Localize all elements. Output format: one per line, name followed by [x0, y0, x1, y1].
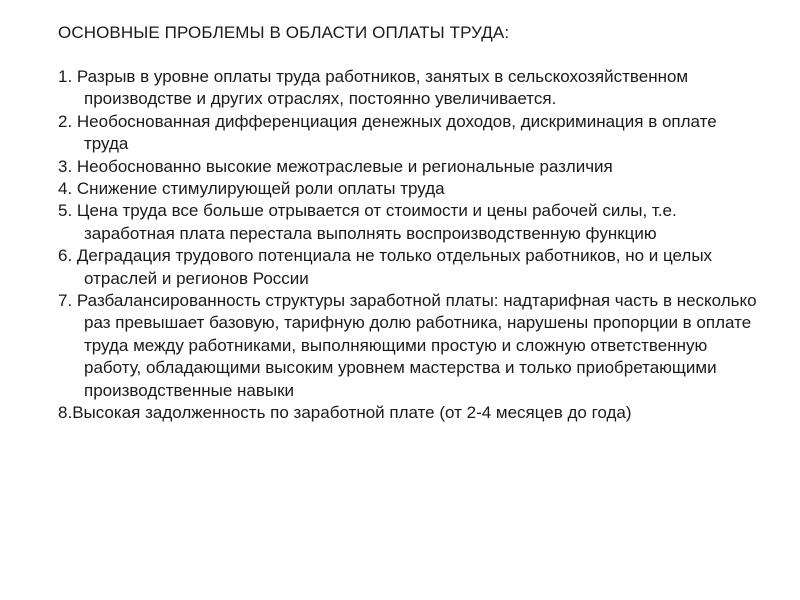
- problems-list: [58, 66, 758, 425]
- item-text: Необоснованная дифференциация денежных доходов, дискриминация в оплате труда: [76, 111, 717, 154]
- item-text: Разрыв в уровне оплаты труда работников, занятых в сельскохозяйственном производстве и других отраслях, постоянно увеличивается.: [76, 67, 689, 109]
- slide-content: [58, 22, 758, 425]
- item-number: 7.: [58, 291, 77, 311]
- item-number: 4.: [58, 179, 77, 199]
- list-item: [58, 156, 758, 178]
- item-number: 8.: [58, 403, 73, 423]
- item-text: Разбалансированность структуры заработной платы: надтарифная часть в несколько раз превышает базовую, тарифную долю работника, нарушены пропорции в оплате труда между работниками, выполняющими простую и сложную ответственную работу, обладающими высоким уровнем мастерства и только приобретающими производственные навыки: [76, 291, 757, 400]
- slide-title: ОСНОВНЫЕ ПРОБЛЕМЫ В ОБЛАСТИ ОПЛАТЫ ТРУДА:: [58, 23, 510, 42]
- list-item: [58, 290, 758, 402]
- item-text: Цена труда все больше отрывается от стоимости и цены рабочей силы, т.е. заработная плата перестала выполнять воспроизводственную функцию: [76, 201, 677, 243]
- item-number: 6.: [58, 246, 77, 266]
- item-text: Необоснованно высокие межотраслевые и региональные различия: [76, 156, 613, 176]
- list-item: [58, 200, 758, 245]
- list-item: [58, 66, 758, 111]
- item-number: 5.: [58, 201, 77, 221]
- list-item: [58, 178, 758, 200]
- item-number: 3.: [58, 156, 77, 176]
- list-item: [58, 111, 758, 156]
- list-item: [58, 402, 758, 424]
- item-number: 2.: [58, 111, 77, 131]
- item-text: Снижение стимулирующей роли оплаты труда: [76, 179, 445, 199]
- item-text: Деградация трудового потенциала не только отдельных работников, но и целых отраслей и регионов России: [76, 246, 713, 288]
- list-item: [58, 245, 758, 290]
- item-number: 1.: [58, 67, 77, 86]
- item-text: Высокая задолженность по заработной плате (от 2-4 месяцев до года): [72, 403, 632, 423]
